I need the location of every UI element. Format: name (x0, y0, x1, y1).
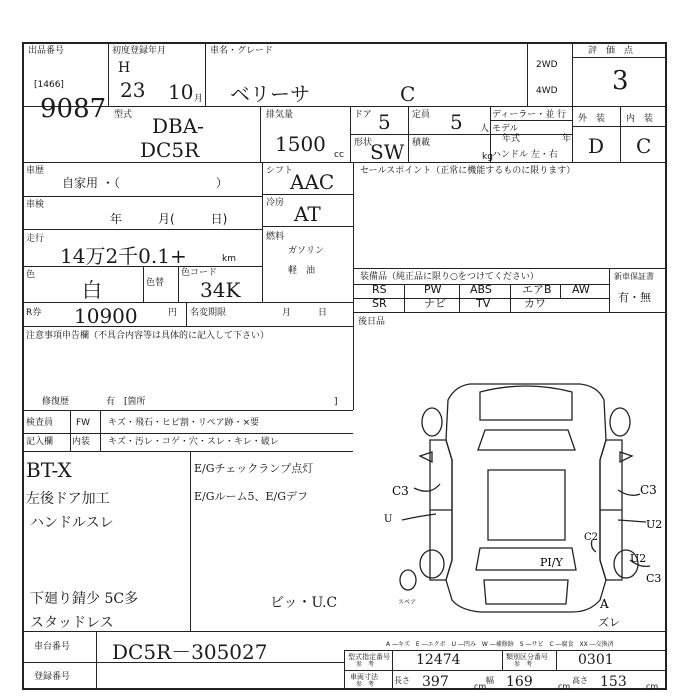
interior-label: 内 装 (626, 114, 654, 124)
equip-leather: カワ (524, 297, 546, 310)
interior-grade: C (636, 134, 652, 158)
color-change-label: 色替 (146, 278, 165, 288)
equip-rs: RS (372, 283, 387, 296)
plate-label: 登録番号 (34, 672, 71, 682)
type-no-value: 12474 (416, 652, 461, 668)
drive-4wd: 4WD (536, 86, 558, 96)
note-line: スタッドレス (30, 615, 114, 631)
model-year-label: 年式 (502, 134, 521, 144)
height-unit: cm (646, 682, 659, 691)
damage-mark: C3 (392, 484, 409, 498)
spare-label: スペア (398, 599, 417, 606)
interior-key: 内装 (72, 437, 91, 447)
color-value: 白 (82, 278, 102, 302)
cc-label: 排気量 (266, 110, 294, 120)
name-change-value: 月 日 (282, 308, 328, 318)
note-line: ビッ・U.C (270, 595, 338, 611)
load-label: 積載 (412, 138, 431, 148)
damage-mark: C3 (640, 483, 657, 497)
drive-2wd: 2WD (536, 60, 558, 70)
model-label: モデル (492, 124, 519, 134)
lot-number: 9087 (40, 94, 107, 124)
reg-year: 23 (120, 78, 146, 102)
width-value: 169 (506, 674, 533, 690)
shift-value: AAC (290, 170, 335, 194)
mileage-value: 14万2千0.1+ (60, 244, 187, 268)
fuel-label: 燃料 (266, 232, 285, 242)
equip-abs: ABS (470, 283, 492, 296)
warranty-value: 有・無 (618, 291, 651, 304)
equipment-label: 装備品（純正品に限り○をつけてください） (360, 272, 539, 282)
equip-airbag: エアB (522, 283, 552, 296)
damage-mark: ズレ (598, 616, 620, 629)
lot-sub: [1466] (34, 80, 64, 90)
name-change-label: 名変期限 (190, 308, 227, 318)
color-code: 34K (200, 278, 241, 302)
chassis-value: DC5R－305027 (112, 640, 268, 664)
note-line: BT-X (26, 458, 72, 482)
repair-label: 修復歴 (42, 397, 70, 407)
name-label: 車名・グレード (210, 46, 274, 56)
width-label: 幅 (486, 676, 494, 685)
doors-label: ドア (354, 110, 372, 120)
recycle-value: 10900 (74, 304, 138, 328)
selling-points-label: セールスポイント（正常に機能するものに限ります） (360, 166, 576, 176)
load-unit: kg (482, 152, 493, 162)
type-label: 型式 (114, 110, 133, 120)
car-name: ベリーサ (230, 82, 310, 106)
ac-label: 冷房 (266, 198, 285, 208)
class-no-label: 類別区分番号 (506, 653, 548, 661)
class-no-sub: 参 考 (514, 661, 533, 668)
handle-label: ハンドル 左・右 (492, 150, 558, 160)
damage-mark: PI/Y (540, 556, 563, 569)
recycle-label: R券 (26, 308, 42, 318)
damage-mark: U2 (630, 552, 647, 565)
equip-navi: ナビ (424, 297, 446, 310)
first-reg-label: 初度登録年月 (112, 46, 167, 56)
exterior-label: 外 装 (578, 114, 606, 124)
history-label: 車歴 (26, 166, 45, 176)
repair-value: 有 [箇所 (106, 397, 146, 407)
dims-label: 車両寸法 (350, 673, 378, 681)
inspector-label: 検査員 (26, 418, 54, 428)
cc-unit: cc (334, 150, 344, 160)
equip-pw: PW (424, 283, 442, 296)
color-label: 色 (26, 270, 36, 280)
type-model: DC5R (140, 138, 200, 162)
equip-sr: SR (372, 297, 387, 310)
note-line: E/Gルーム5、E/Gデフ (194, 490, 309, 503)
inspection-label: 車検 (26, 200, 45, 210)
damage-mark: U (384, 514, 393, 525)
length-value: 397 (422, 674, 449, 690)
mileage-unit: km (222, 254, 236, 264)
interior-items: キズ・汚レ・コゲ・穴・スレ・キレ・破レ (108, 437, 279, 447)
retrofit-label: 後日品 (358, 317, 386, 327)
capacity-unit: 人 (480, 124, 490, 134)
damage-legend: A ―キズ E ―エクボ U ―凹み W ―補修跡 S ―サビ C ―腐食 XX ―交換済 (386, 641, 614, 648)
warranty-label: 新車保証書 (614, 272, 654, 281)
length-unit: cm (474, 682, 487, 691)
damage-mark: C2 (584, 532, 599, 543)
capacity-label: 定員 (412, 110, 431, 120)
shape: SW (370, 140, 405, 164)
damage-mark: A (600, 597, 609, 611)
damage-mark: U2 (646, 518, 663, 531)
note-line: E/Gチェックランプ点灯 (194, 462, 314, 475)
note-line: 下廻り錆少 5C多 (30, 591, 139, 607)
lot-label: 出品番号 (28, 46, 65, 56)
damage-mark: C3 (646, 572, 662, 585)
equip-tv: TV (476, 297, 491, 310)
shape-label: 形状 (354, 138, 373, 148)
chassis-label: 車台番号 (34, 642, 71, 652)
month-unit: 月 (194, 94, 204, 104)
inspection-value: 年 月( 日) (110, 212, 228, 226)
fuel-gasoline: ガソリン (288, 246, 325, 256)
mileage-label: 走行 (26, 234, 45, 244)
inspector-label-2: 記入欄 (26, 437, 54, 447)
dealer-label: ディーラー・並 行 (492, 110, 567, 120)
note-line: 左後ドア加工 (26, 491, 110, 507)
length-label: 長さ (394, 676, 410, 685)
height-value: 153 (600, 674, 627, 690)
grade: C (400, 82, 416, 106)
color-code-label: 色コード (181, 268, 218, 278)
type-code: DBA- (152, 114, 204, 138)
height-label: 高さ (572, 676, 588, 685)
era: H (118, 60, 131, 76)
fw-key: FW (76, 418, 91, 428)
type-no-sub: 参 考 (356, 661, 375, 668)
recycle-unit: 円 (168, 308, 178, 318)
ac-value: AT (294, 202, 321, 226)
dims-sub: 参 考 (356, 681, 375, 688)
score: 3 (612, 66, 629, 96)
class-no-value: 0301 (578, 652, 614, 668)
exterior-grade: D (588, 134, 605, 158)
reg-month: 10 (168, 80, 194, 104)
repair-close: ] (334, 397, 338, 407)
notes-label: 注意事項申告欄（不具合内容等は具体的に記入して下さい） (26, 331, 270, 341)
history-value: 自家用 ・（ ） (62, 176, 228, 190)
note-line: ハンドルスレ (30, 515, 114, 531)
cc-value: 1500 (275, 132, 326, 156)
doors: 5 (378, 110, 391, 134)
fuel-light-oil: 軽 油 (288, 266, 316, 276)
year-suffix: 年 (562, 134, 572, 144)
capacity: 5 (450, 110, 463, 134)
equip-aw: AW (572, 283, 590, 296)
shift-label: シフト (266, 166, 294, 176)
score-label: 評 価 点 (588, 46, 634, 56)
type-no-label: 型式指定番号 (348, 653, 390, 661)
fw-items: キズ・飛石・ヒビ割・リペア跡・×要 (108, 418, 260, 428)
width-unit: cm (558, 682, 571, 691)
